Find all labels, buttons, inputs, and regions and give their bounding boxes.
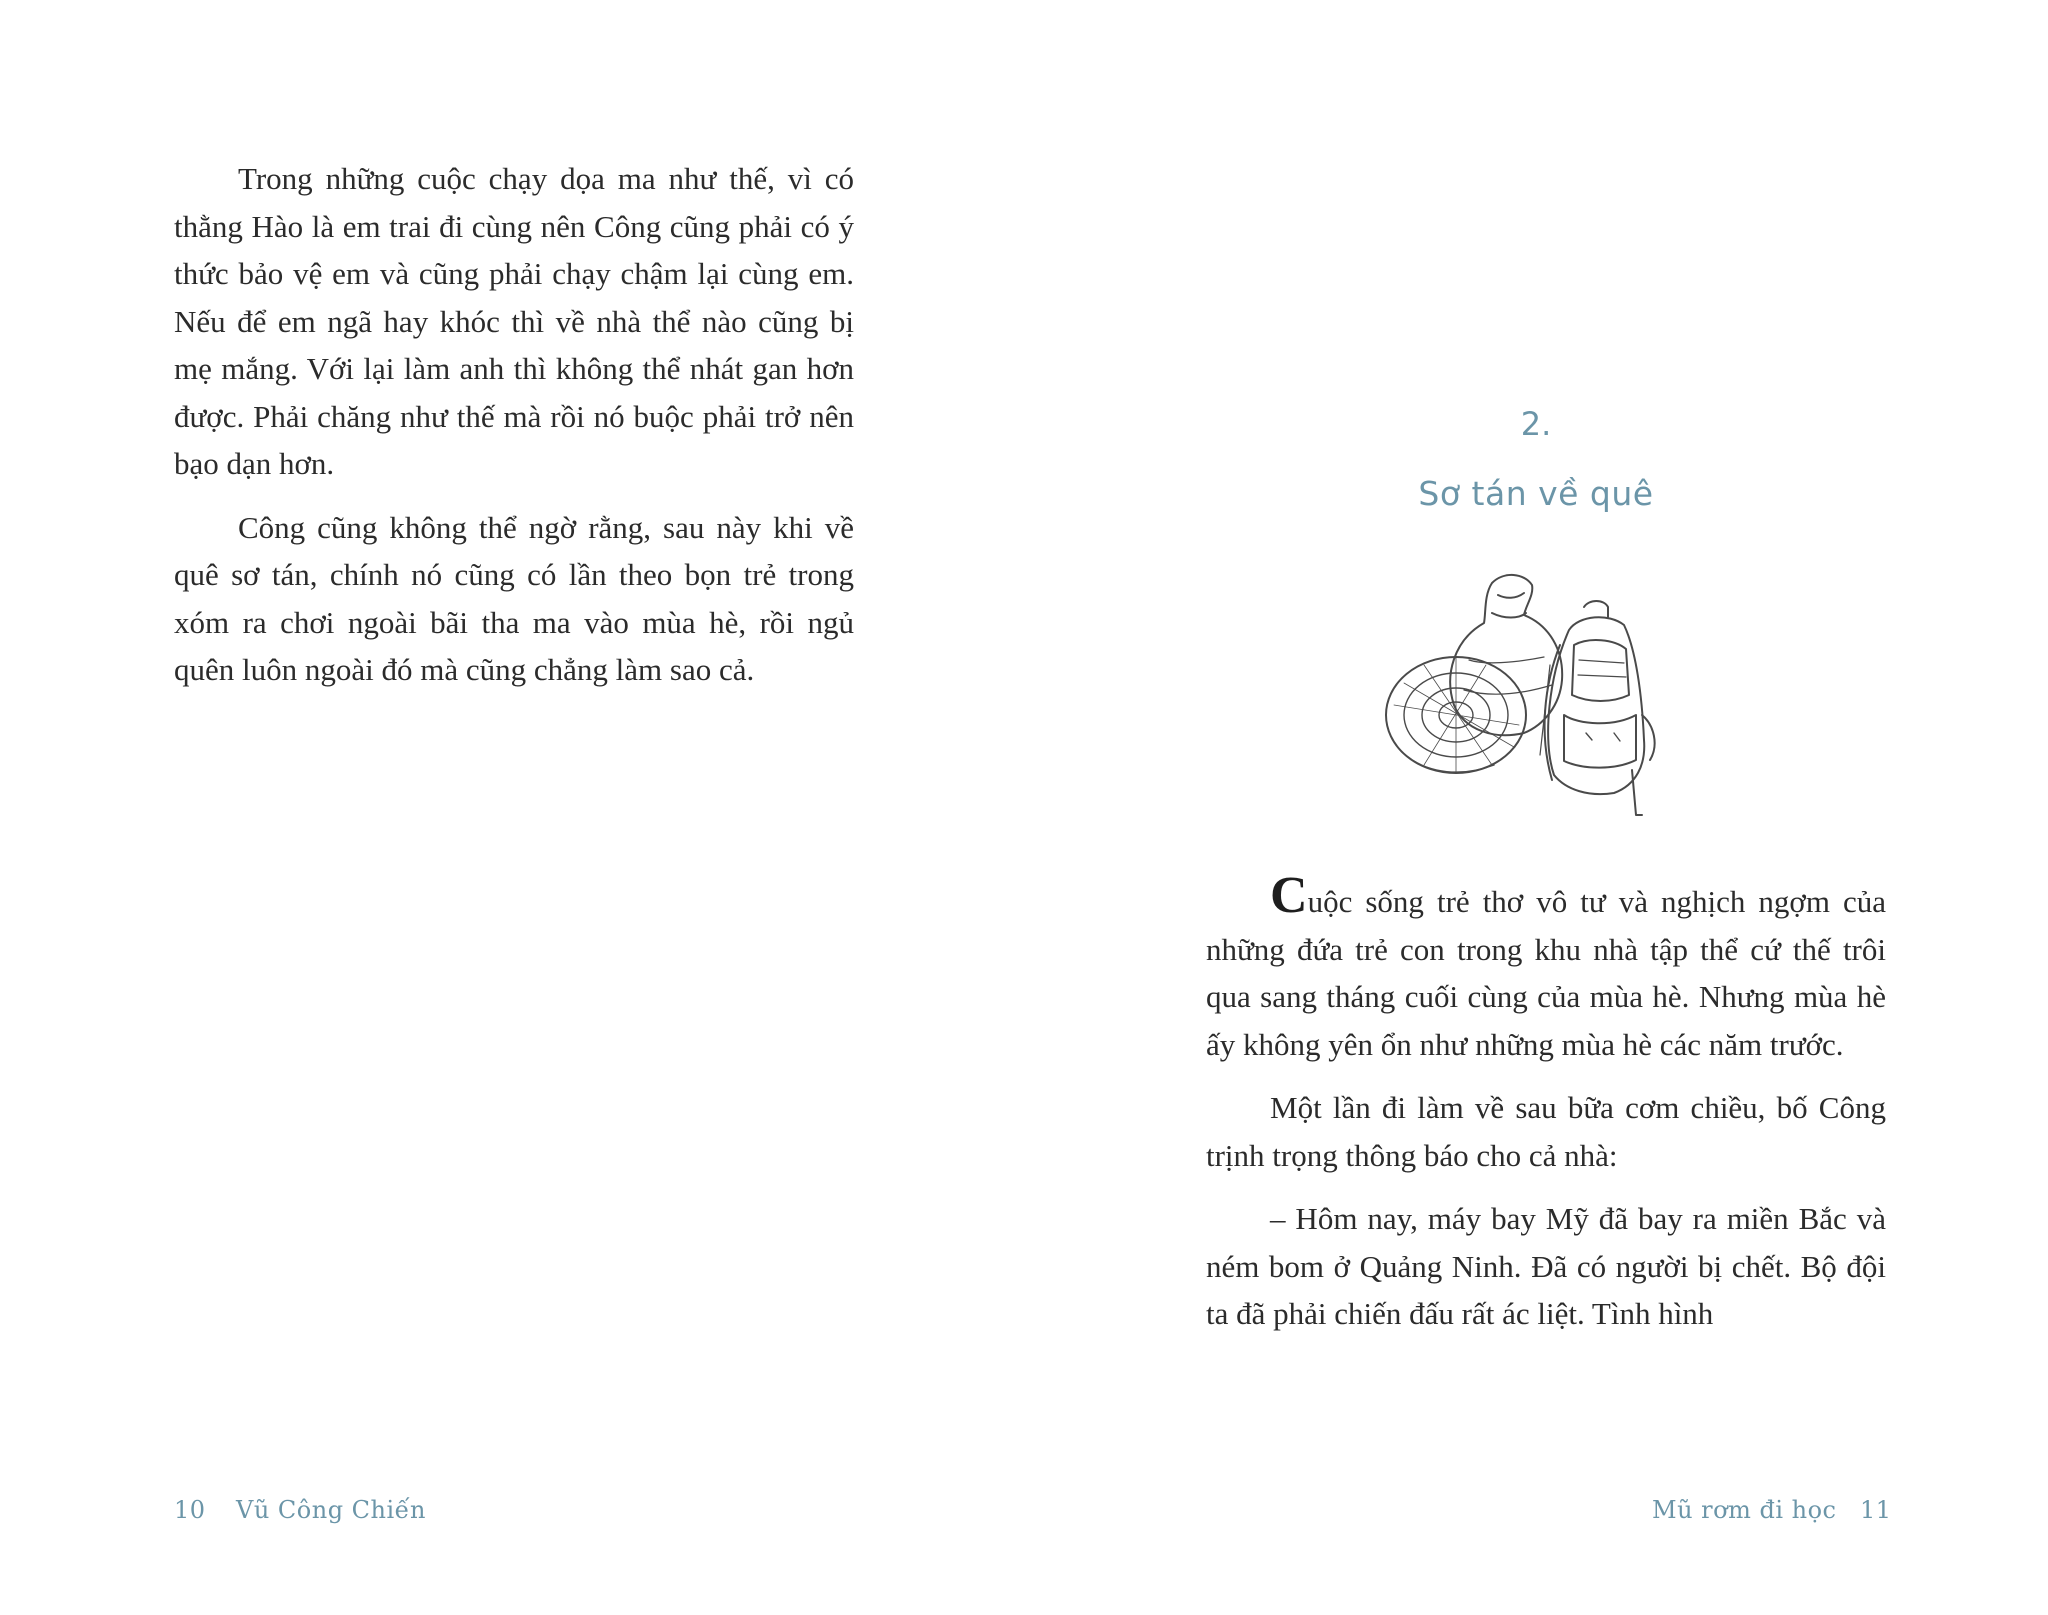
first-paragraph-text: uộc sống trẻ thơ vô tư và nghịch ngợm của những đứa trẻ con trong khu nhà tập thể cứ thế trôi qua sang tháng cuối cùng của mùa hè. Nhưng mùa hè ấy không yên ổn như những mùa hè các năm trước. bbox=[1206, 884, 1886, 1062]
right-paragraph-2: Một lần đi làm về sau bữa cơm chiều, bố Công trịnh trọng thông báo cho cả nhà: bbox=[1206, 1090, 1886, 1173]
right-page bbox=[1024, 0, 2048, 1615]
right-page-number: 11 bbox=[1860, 1496, 1892, 1524]
right-paragraph-1 bbox=[1206, 867, 1886, 1068]
left-page-body bbox=[174, 155, 854, 710]
chapter-title: Sơ tán về quê bbox=[1418, 474, 1654, 513]
right-page-body bbox=[1206, 867, 1886, 1354]
hat-sack-backpack-icon bbox=[1374, 565, 1694, 830]
left-paragraph-1: Trong những cuộc chạy dọa ma như thế, vì có thằng Hào là em trai đi cùng nên Công cũng phải có ý thức bảo vệ em và cũng phải chạy chậm lại cùng em. Nếu để em ngã hay khóc thì về nhà thể nào cũng bị mẹ mắng. Với lại làm anh thì không thể nhát gan hơn được. Phải chăng như thế mà rồi nó buộc phải trở nên bạo dạn hơn. bbox=[174, 161, 854, 481]
drop-cap: C bbox=[1270, 867, 1308, 924]
right-paragraph-3: – Hôm nay, máy bay Mỹ đã bay ra miền Bắc và ném bom ở Quảng Ninh. Đã có người bị chết. Bộ đội ta đã phải chiến đấu rất ác liệt. Tình hình bbox=[1206, 1201, 1886, 1331]
chapter-number: 2. bbox=[1520, 405, 1552, 443]
left-paragraph-2: Công cũng không thể ngờ rằng, sau này khi về quê sơ tán, chính nó cũng có lần theo bọn trẻ trong xóm ra chơi ngoài bãi tha ma vào mùa hè, rồi ngủ quên luôn ngoài đó mà cũng chẳng làm sao cả. bbox=[174, 509, 854, 687]
running-header-author: Vũ Công Chiến bbox=[236, 1496, 426, 1524]
left-page-number: 10 bbox=[174, 1496, 206, 1524]
running-header-book-title: Mũ rơm đi học bbox=[1652, 1496, 1837, 1524]
